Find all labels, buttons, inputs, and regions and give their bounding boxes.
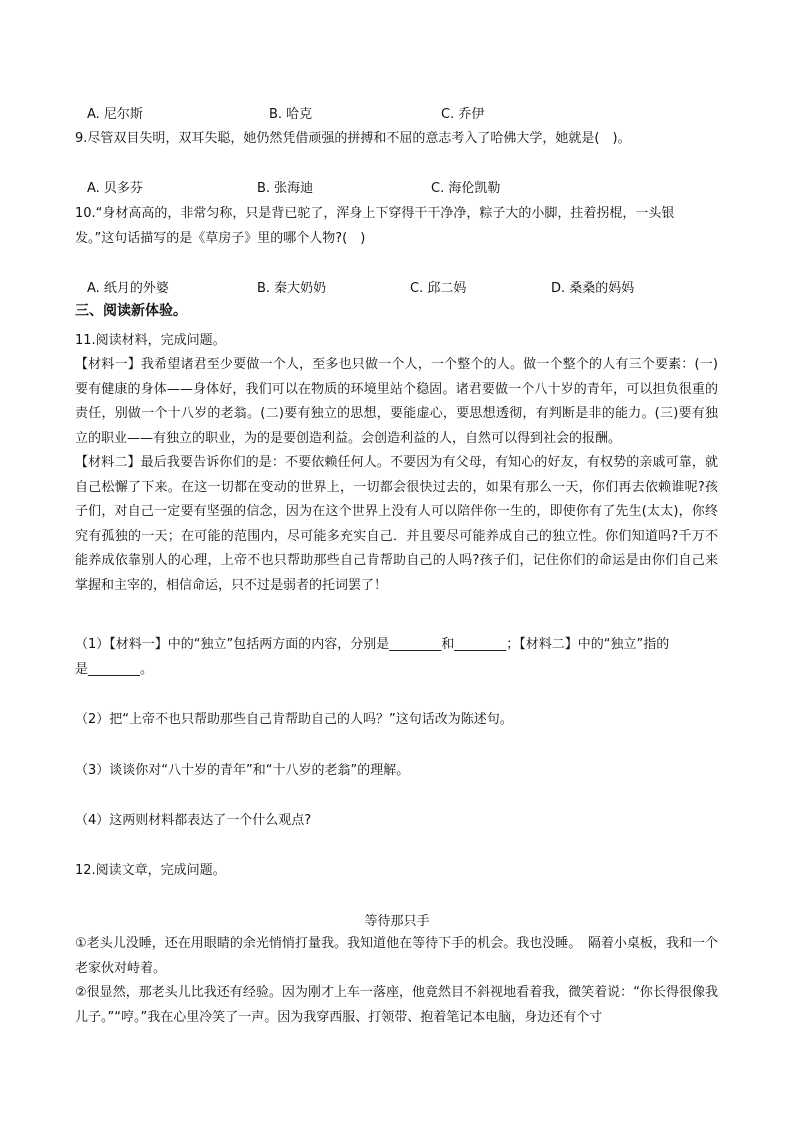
q10-option-a: A. 纸月的外婆	[87, 281, 169, 296]
article-title: 等待那只手	[364, 914, 430, 929]
q11-sub3: （3）谈谈你对“八十岁的青年”和“十八岁的老翁”的理解。	[75, 763, 410, 778]
q10-stem-line2: 发。”这句话描写的是《草房子》里的哪个人物?( )	[75, 231, 366, 246]
q12-intro: 12.阅读文章，完成问题。	[75, 863, 226, 878]
q9-stem: 9.尽管双目失明，双耳失聪，她仍然凭借顽强的拼搏和不屈的意志考入了哈佛大学，她就是( )。	[75, 131, 631, 146]
q11-materials	[75, 353, 718, 598]
q11-sub2: （2）把“上帝不也只帮助那些自己肯帮助自己的人吗？”这句话改为陈述句。	[75, 712, 513, 727]
q9-option-c: C. 海伦凯勒	[431, 181, 501, 196]
q8-option-a: A. 尼尔斯	[87, 107, 143, 122]
q11-sub1-line2: 是________。	[75, 662, 154, 677]
q9-option-b: B. 张海迪	[257, 181, 314, 196]
article-paragraph-2: ②很显然，那老头儿比我还有经验。因为刚才上车一落座，他竟然目不斜视地看着我，微笑着说：“你长得很像我儿子。”“哼。”我在心里冷笑了一声。因为我穿西服、打领带、抱着笔记本电脑，身边还有个寸	[75, 985, 718, 1025]
q11-material-1: 【材料一】我希望诸君至少要做一个人，至多也只做一个人，一个整个的人。做一个整个的人有三个要素：(一)要有健康的身体——身体好，我们可以在物质的环境里站个稳固。诸君要做一个八十岁的青年，可以担负很重的责任，别做一个十八岁的老翁。(二)要有独立的思想，要能虚心，要思想透彻，有判断是非的能力。(三)要有独立的职业——有独立的职业，为的是要创造利益。会创造利益的人，自然可以得到社会的报酬。	[75, 357, 718, 446]
q11-material-2: 【材料二】最后我要告诉你们的是：不要依赖任何人。不要因为有父母，有知心的好友，有权势的亲戚可靠，就自己松懈了下来。在这一切都在变动的世界上，一切都会很快过去的，如果有那么一天，你们再去依赖谁呢?孩子们，对自己一定要有坚强的信念，因为在这个世界上没有人可以陪伴你一生的，即使你有了先生(太太)，你终究有孤独的一天；在可能的范围内，尽可能多充实自己．并且要尽可能养成自己的独立性。你们知道吗?千万不能养成依靠别人的心理，上帝不也只帮助那些自己肯帮助自己的人吗?孩子们，记住你们的命运是由你们自己来掌握和主宰的，相信命运，只不过是弱者的托词罢了！	[75, 455, 718, 593]
q11-sub1-line1: （1）【材料一】中的“独立”包括两方面的内容，分别是________和________；【材料二】中的“独立”指的	[75, 637, 670, 652]
q8-option-b: B. 哈克	[269, 107, 313, 122]
q10-option-b: B. 秦大奶奶	[257, 281, 327, 296]
q10-stem-line1: 10.“身材高高的，非常匀称，只是背已驼了，浑身上下穿得干干净净，粽子大的小脚，拄着拐棍，一头银	[75, 206, 675, 221]
q8-option-c: C. 乔伊	[441, 107, 485, 122]
q11-sub4: （4）这两则材料都表达了一个什么观点?	[75, 813, 312, 828]
q10-option-c: C. 邱二妈	[410, 281, 467, 296]
q11-intro: 11.阅读材料，完成问题。	[75, 333, 226, 348]
article-paragraph-1: ①老头儿没睡，还在用眼睛的余光悄悄打量我。我知道他在等待下手的机会。我也没睡。 隔着小桌板，我和一个老家伙对峙着。	[75, 936, 718, 976]
article-body	[75, 932, 718, 1030]
q10-option-d: D. 桑桑的妈妈	[551, 281, 635, 296]
q9-option-a: A. 贝多芬	[87, 181, 143, 196]
section-heading: 三、阅读新体验。	[75, 303, 187, 319]
